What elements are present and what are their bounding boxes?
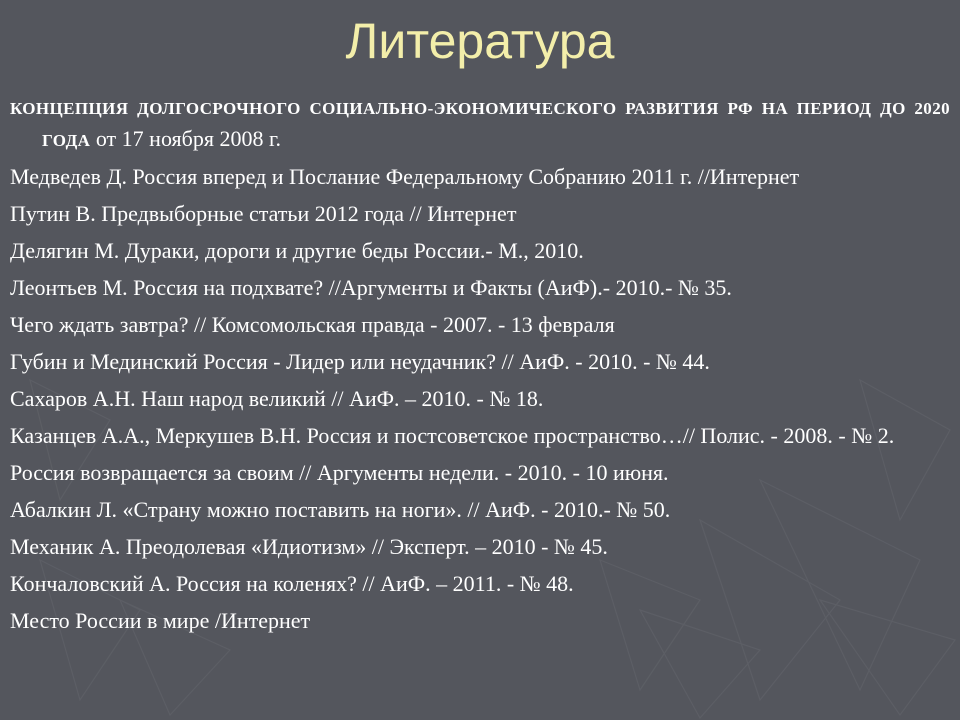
list-item: Чего ждать завтра? // Комсомольская правда - 2007. - 13 февраля [10, 312, 615, 337]
list-item: Делягин М. Дураки, дороги и другие беды России.- М., 2010. [10, 238, 584, 263]
list-item: Механик А. Преодолевая «Идиотизм» // Эксперт. – 2010 - № 45. [10, 534, 608, 559]
list-item: Россия возвращается за своим // Аргументы недели. - 2010. - 10 июня. [10, 460, 669, 485]
list-item [10, 92, 950, 156]
list-item: Медведев Д. Россия вперед и Послание Федеральному Собранию 2011 г. //Интернет [10, 164, 800, 189]
list-item: Сахаров А.Н. Наш народ великий // АиФ. – 2010. - № 18. [10, 386, 544, 411]
list-item: Кончаловский А. Россия на коленях? // АиФ. – 2011. - № 48. [10, 571, 574, 596]
reference-bold-title: КОНЦЕПЦИЯ ДОЛГОСРОЧНОГО СОЦИАЛЬНО-ЭКОНОМИЧЕСКОГО РАЗВИТИЯ РФ НА ПЕРИОД ДО 2020 ГОДА [10, 99, 950, 150]
list-item: Путин В. Предвыборные статьи 2012 года // Интернет [10, 201, 517, 226]
slide-title: Литература [345, 13, 615, 69]
list-item: Леонтьев М. Россия на подхвате? //Аргументы и Факты (АиФ).- 2010.- № 35. [10, 275, 732, 300]
list-item: Абалкин Л. «Страну можно поставить на ноги». // АиФ. - 2010.- № 50. [10, 497, 671, 522]
reference-list [10, 92, 950, 642]
list-item: Место России в мире /Интернет [10, 608, 311, 633]
list-item: Губин и Мединский Россия - Лидер или неудачник? // АиФ. - 2010. - № 44. [10, 349, 710, 374]
list-item: Казанцев А.А., Меркушев В.Н. Россия и постсоветское пространство…// Полис. - 2008. - № 2. [10, 423, 895, 448]
reference-text: от 17 ноября 2008 г. [90, 126, 281, 151]
